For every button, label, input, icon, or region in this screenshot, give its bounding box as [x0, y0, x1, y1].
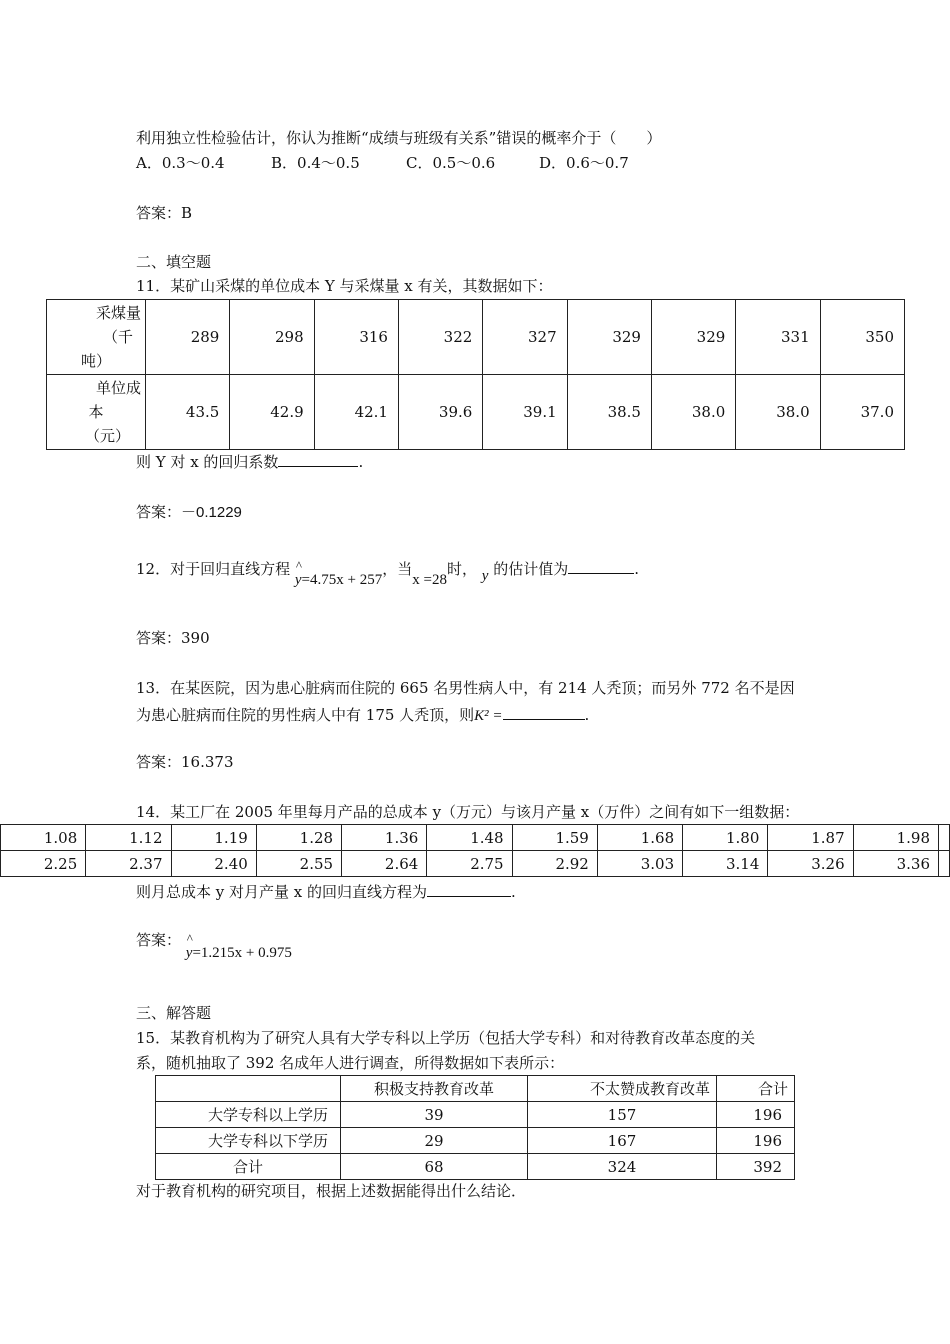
table-cell: 38.5: [567, 375, 651, 450]
q15-followup: 对于教育机构的研究项目，根据上述数据能得出什么结论．: [136, 1182, 527, 1200]
table-cell: 329: [567, 300, 651, 375]
q10-option-d: D．0.6～0.7: [539, 154, 629, 172]
table-cell: 39.6: [398, 375, 482, 450]
q13-answer-blank[interactable]: [503, 703, 585, 720]
table-cell: 38.0: [651, 375, 735, 450]
table-cell: 157: [528, 1102, 717, 1128]
table-cell: 196: [717, 1128, 795, 1154]
table-cell: 2.40: [171, 851, 256, 877]
q13-line2: 为患心脏病而住院的男性病人中有 175 人秃顶，则K² = .: [136, 703, 589, 726]
table-cell: 316: [314, 300, 398, 375]
table-cell: 37.0: [820, 375, 904, 450]
q11-question: 11．某矿山采煤的单位成本 Y 与采煤量 x 有关，其数据如下：: [136, 277, 553, 295]
table-cell: 43.5: [146, 375, 230, 450]
table-cell: 2.64: [342, 851, 427, 877]
q14-answer-blank[interactable]: [427, 880, 511, 897]
table-cell: 38.0: [736, 375, 820, 450]
table-cell: 1.59: [512, 825, 597, 851]
table-cell: 3.36: [853, 851, 938, 877]
q14-question: 14．某工厂在 2005 年里每月产品的总成本 y（万元）与该月产量 x（万件）之间有如下一组数据：: [136, 803, 800, 821]
table-cell: 42.1: [314, 375, 398, 450]
table-row: [47, 300, 905, 375]
table-row: [47, 375, 905, 450]
q12-lead: 12．对于回归直线方程: [136, 560, 291, 578]
table-cell: 350: [820, 300, 904, 375]
q14-answer-equation: ^ y=1.215x + 0.975: [186, 945, 292, 961]
table-cell: 1.48: [427, 825, 512, 851]
table-row: [1, 851, 950, 877]
table-cell: 1.68: [597, 825, 682, 851]
table-cell: 不太赞成教育改革: [528, 1076, 717, 1102]
table-cell: 积极支持教育改革: [341, 1076, 528, 1102]
q10-option-a: A．0.3～0.4: [136, 154, 225, 172]
table-row: [156, 1154, 795, 1180]
q14-yhat: ^ y: [186, 943, 193, 963]
table-cell: 2.25: [1, 851, 86, 877]
q11-row2-header: 单位成 本 （元）: [47, 375, 146, 450]
table-cell: 42.9: [230, 375, 314, 450]
table-cell: 167: [528, 1128, 717, 1154]
table-row: [156, 1128, 795, 1154]
table-cell: 68: [341, 1154, 528, 1180]
q15-line1: 15．某教育机构为了研究人具有大学专科以上学历（包括大学专科）和对待教育改革态度的关: [136, 1029, 756, 1047]
table-cell: 329: [651, 300, 735, 375]
table-cell: 196: [717, 1102, 795, 1128]
table-cell: 大学专科以上学历: [156, 1102, 341, 1128]
q12-answer-blank[interactable]: [568, 557, 634, 574]
q10-options: [136, 153, 629, 173]
q11-answer-blank[interactable]: [278, 450, 358, 467]
table-cell: 39: [341, 1102, 528, 1128]
q10-option-c: C．0.5～0.6: [406, 154, 496, 172]
table-cell: 2.55: [256, 851, 341, 877]
q13-answer: 答案：16.373: [136, 753, 234, 771]
q15-line2: 系，随机抽取了 392 名成年人进行调查，所得数据如下表所示：: [136, 1054, 565, 1072]
table-cell: 1.12: [86, 825, 171, 851]
table-row: [156, 1076, 795, 1102]
table-cell: 324: [528, 1154, 717, 1180]
q12-condition: x =28: [412, 572, 447, 588]
section-3-heading: 三、解答题: [136, 1004, 212, 1022]
table-cell: 合计: [156, 1154, 341, 1180]
table-cell: 2.92: [512, 851, 597, 877]
table-cell: 2.75: [427, 851, 512, 877]
q11-table: [46, 299, 905, 450]
q15-table: [155, 1075, 795, 1180]
table-cell: 322: [398, 300, 482, 375]
table-cell: 1.08: [1, 825, 86, 851]
q12-question: 12．对于回归直线方程 ^ y=4.75x + 257，当x =28时， y 的估计值为 .: [136, 557, 639, 580]
q14-answer: 答案： ^ y=1.215x + 0.975: [136, 930, 292, 951]
table-cell: 3.03: [597, 851, 682, 877]
table-cell: 289: [146, 300, 230, 375]
table-cell: 331: [736, 300, 820, 375]
table-cell: 2.37: [86, 851, 171, 877]
table-cell: 327: [483, 300, 567, 375]
table-cell: 大学专科以下学历: [156, 1128, 341, 1154]
q11-answer: 答案：－0.1229: [136, 504, 242, 521]
q10-answer: 答案：B: [136, 204, 193, 222]
q13-line1: 13．在某医院，因为患心脏病而住院的 665 名男性病人中，有 214 人秃顶；而另外 772 名不是因: [136, 679, 795, 697]
table-cell: 39.1: [483, 375, 567, 450]
table-cell: 合计: [717, 1076, 795, 1102]
table-cell: 3.26: [768, 851, 853, 877]
table-cell: 1.28: [256, 825, 341, 851]
table-cell: 1.19: [171, 825, 256, 851]
q10-question: 利用独立性检验估计，你认为推断“成绩与班级有关系”错误的概率介于（ ）: [136, 129, 662, 147]
table-cell: 1.36: [342, 825, 427, 851]
table-row: [1, 825, 950, 851]
q11-followup: 则 Y 对 x 的回归系数 .: [136, 450, 363, 472]
table-cell-empty: [939, 825, 950, 851]
q11-row1-header: 采煤量 （千 吨）: [47, 300, 146, 375]
q12-equation: ^ y=4.75x + 257: [295, 572, 382, 588]
q14-table: [0, 824, 950, 877]
table-cell: 1.80: [683, 825, 768, 851]
table-cell: 1.98: [853, 825, 938, 851]
table-cell: 29: [341, 1128, 528, 1154]
table-cell: 392: [717, 1154, 795, 1180]
q12-answer: 答案：390: [136, 629, 210, 647]
table-cell: 298: [230, 300, 314, 375]
q10-option-b: B．0.4～0.5: [271, 154, 360, 172]
table-cell: 3.14: [683, 851, 768, 877]
q12-yhat: ^ y: [295, 570, 302, 590]
section-2-heading: 二、填空题: [136, 253, 212, 271]
q12-y: y: [481, 568, 489, 584]
q11-followup-text: 则 Y 对 x 的回归系数: [136, 453, 279, 471]
table-cell-empty: [939, 851, 950, 877]
table-cell: [156, 1076, 341, 1102]
q13-k2: K² =: [474, 708, 503, 724]
table-row: [156, 1102, 795, 1128]
q14-followup: 则月总成本 y 对月产量 x 的回归直线方程为 .: [136, 880, 516, 902]
table-cell: 1.87: [768, 825, 853, 851]
